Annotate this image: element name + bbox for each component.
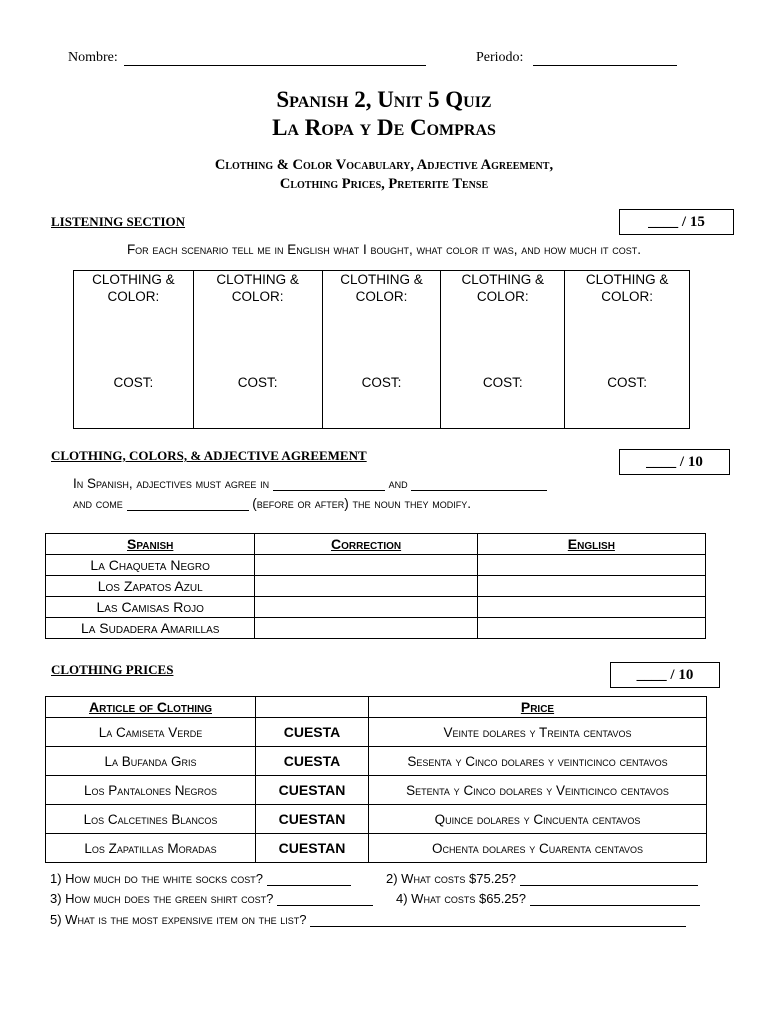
spanish-cell: Los Zapatos Azul	[46, 576, 255, 597]
question-text: 1) How much do the white socks cost?	[50, 871, 263, 886]
agreement-heading: CLOTHING, COLORS, & ADJECTIVE AGREEMENT	[51, 448, 367, 463]
listening-score: ____ / 15	[619, 209, 734, 235]
title-line-1: Spanish 2, Unit 5 Quiz	[276, 87, 492, 112]
answer-field[interactable]	[267, 885, 351, 886]
question-text: 4) What costs $65.25?	[396, 891, 526, 906]
box-cost: COST:	[237, 375, 278, 390]
box-label: CLOTHING & COLOR:	[461, 272, 545, 304]
blank-field[interactable]	[411, 490, 547, 491]
listening-box[interactable]	[322, 271, 441, 429]
question-1	[50, 871, 351, 886]
blank-field[interactable]	[273, 490, 385, 491]
name-label: Nombre:	[68, 50, 118, 65]
table-row	[46, 618, 706, 639]
prices-score: ____ / 10	[610, 662, 720, 688]
correction-cell[interactable]	[255, 618, 477, 639]
blank-field[interactable]	[127, 510, 249, 511]
name-field[interactable]	[124, 65, 426, 66]
verb-cell: CUESTA	[256, 718, 369, 747]
price-cell: Ochenta dolares y Cuarenta centavos	[369, 834, 707, 863]
agreement-line-1	[73, 476, 547, 491]
english-cell[interactable]	[477, 555, 705, 576]
price-cell: Veinte dolares y Treinta centavos	[369, 718, 707, 747]
column-header: Price	[369, 697, 707, 718]
table-row	[46, 805, 707, 834]
listening-box[interactable]	[441, 271, 565, 429]
listening-heading: LISTENING SECTION	[51, 214, 186, 229]
question-2	[386, 871, 698, 886]
answer-field[interactable]	[277, 905, 373, 906]
question-text: 2) What costs $75.25?	[386, 871, 516, 886]
page-title	[0, 86, 768, 142]
box-label: CLOTHING & COLOR:	[92, 272, 175, 304]
correction-cell[interactable]	[255, 576, 477, 597]
prices-table	[45, 696, 707, 863]
spanish-cell: La Sudadera Amarillas	[46, 618, 255, 639]
listening-boxes	[73, 270, 690, 429]
listening-box[interactable]	[565, 271, 690, 429]
verb-cell: CUESTAN	[256, 834, 369, 863]
agreement-text: and come	[73, 496, 123, 511]
question-4	[396, 891, 700, 906]
column-header: Spanish	[46, 534, 255, 555]
page-subtitle	[0, 156, 768, 194]
agreement-table	[45, 533, 706, 639]
english-cell[interactable]	[477, 618, 705, 639]
title-line-2: La Ropa y De Compras	[272, 115, 496, 140]
correction-cell[interactable]	[255, 597, 477, 618]
price-cell: Setenta y Cinco dolares y Veinticinco centavos	[369, 776, 707, 805]
agreement-line-2	[73, 496, 471, 511]
subtitle-line-1: Clothing & Color Vocabulary, Adjective Agreement,	[214, 157, 554, 173]
question-text: 3) How much does the green shirt cost?	[50, 891, 274, 906]
box-label: CLOTHING & COLOR:	[340, 272, 423, 304]
agreement-score: ____ / 10	[619, 449, 730, 475]
item-cell: Los Pantalones Negros	[46, 776, 256, 805]
box-label: CLOTHING & COLOR:	[585, 272, 669, 304]
verb-cell: CUESTA	[256, 747, 369, 776]
column-header: Article of Clothing	[46, 697, 256, 718]
verb-cell: CUESTAN	[256, 805, 369, 834]
box-cost: COST:	[361, 375, 402, 390]
item-cell: La Bufanda Gris	[46, 747, 256, 776]
period-label: Periodo:	[476, 50, 524, 65]
name-row	[68, 50, 426, 66]
answer-field[interactable]	[310, 926, 686, 927]
question-3	[50, 891, 373, 906]
table-row	[46, 776, 707, 805]
table-row	[46, 555, 706, 576]
item-cell: Los Zapatillas Moradas	[46, 834, 256, 863]
prices-heading: CLOTHING PRICES	[51, 662, 174, 677]
table-row	[46, 718, 707, 747]
listening-box[interactable]	[74, 271, 194, 429]
answer-field[interactable]	[530, 905, 700, 906]
agreement-text: (before or after) the noun they modify.	[252, 496, 472, 511]
item-cell: La Camiseta Verde	[46, 718, 256, 747]
column-header: Correction	[255, 534, 477, 555]
listening-box[interactable]	[193, 271, 322, 429]
question-5	[50, 912, 686, 927]
spanish-cell: La Chaqueta Negro	[46, 555, 255, 576]
listening-instruction: For each scenario tell me in English what I bought, what color it was, and how much it cost.	[126, 242, 642, 257]
subtitle-line-2: Clothing Prices, Preterite Tense	[279, 176, 489, 192]
column-header: English	[477, 534, 705, 555]
table-row	[46, 834, 707, 863]
table-row	[46, 597, 706, 618]
item-cell: Los Calcetines Blancos	[46, 805, 256, 834]
verb-cell: CUESTAN	[256, 776, 369, 805]
box-cost: COST:	[113, 375, 154, 390]
column-header	[256, 697, 369, 718]
period-row	[476, 50, 677, 66]
english-cell[interactable]	[477, 597, 705, 618]
correction-cell[interactable]	[255, 555, 477, 576]
agreement-text: and	[388, 476, 408, 491]
question-text: 5) What is the most expensive item on the list?	[50, 912, 307, 927]
box-cost: COST:	[607, 375, 647, 390]
table-row	[46, 747, 707, 776]
box-cost: COST:	[482, 375, 523, 390]
agreement-text: In Spanish, adjectives must agree in	[73, 476, 270, 491]
spanish-cell: Las Camisas Rojo	[46, 597, 255, 618]
answer-field[interactable]	[520, 885, 698, 886]
price-cell: Sesenta y Cinco dolares y veinticinco centavos	[369, 747, 707, 776]
box-label: CLOTHING & COLOR:	[216, 272, 299, 304]
english-cell[interactable]	[477, 576, 705, 597]
table-row	[46, 576, 706, 597]
price-cell: Quince dolares y Cincuenta centavos	[369, 805, 707, 834]
period-field[interactable]	[533, 65, 677, 66]
